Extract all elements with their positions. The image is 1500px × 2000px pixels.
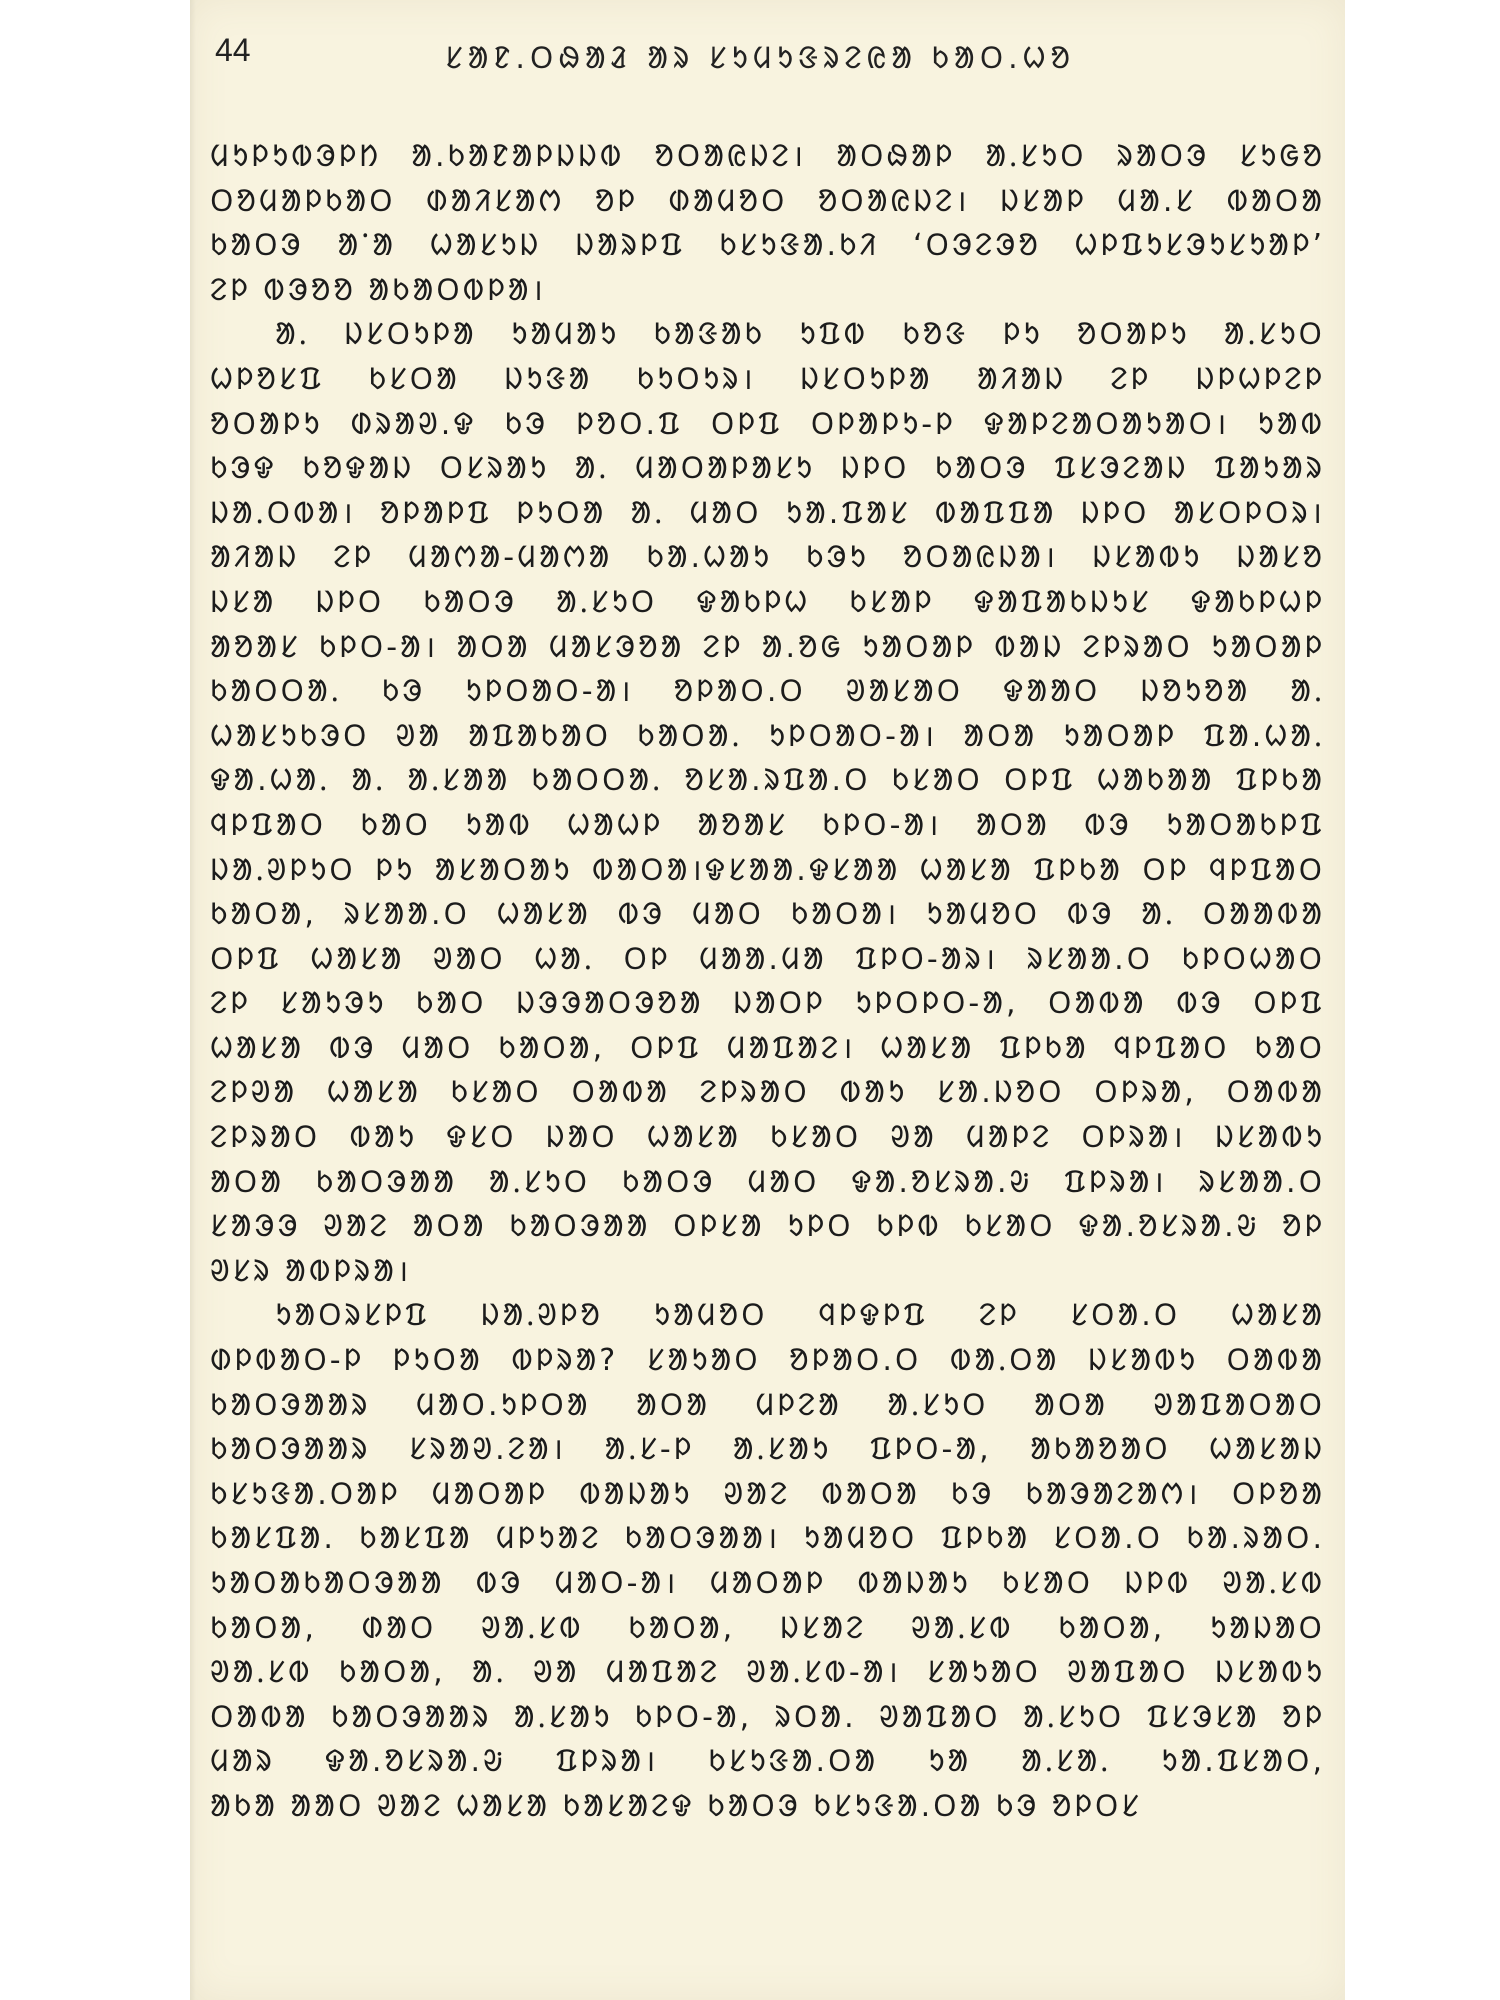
body-text — [210, 135, 1325, 1830]
text-line: ᱟᱤᱟᱡ ᱮᱞ ᱢᱟᱬᱟ-ᱢᱟᱬᱟ ᱠᱟ.ᱦᱟᱩ ᱠᱳᱩ ᱚᱛᱟᱭᱡᱟ। ᱡᱥᱟᱵᱩ ᱡᱟᱥᱚ — [210, 540, 1325, 576]
book-page — [190, 0, 1345, 2000]
text-line: ᱩᱟᱛᱨᱥᱞᱯ ᱡᱟᱹᱣᱞᱚ ᱩᱟᱢᱚᱛ ᱧᱞᱫᱞᱯ ᱮᱞ ᱥᱛᱟ.ᱛ ᱦᱟᱥᱟ — [275, 1298, 1325, 1334]
text-line: ᱚᱛᱟᱞᱩ ᱰᱨᱟᱣ.ᱫ ᱠᱳ ᱞᱚᱛ.ᱯ ᱛᱞᱯ ᱛᱞᱟᱞᱩ-ᱞ ᱫᱟᱞᱮᱟᱛᱟᱩᱟᱛ। ᱩᱟᱵ — [210, 406, 1325, 442]
text-line: ᱥᱟᱳᱳ ᱣᱟᱮ ᱟᱛᱟ ᱠᱟᱛᱳᱟᱟ ᱛᱞᱥᱟ ᱩᱞᱛ ᱠᱞᱵ ᱠᱥᱟᱛ ᱫᱟ.ᱚᱥᱨᱟ.ᱶ ᱚᱞ — [210, 1209, 1325, 1245]
text-line: ᱰᱞᱵᱟᱛ-ᱞ ᱞᱩᱛᱟ ᱵᱞᱨᱟ? ᱥᱟᱩᱟᱛ ᱚᱞᱟᱛ.ᱛ ᱵᱟᱹᱛᱟ ᱡᱥᱟᱵᱩ ᱛᱟᱵᱟ — [210, 1343, 1325, 1379]
text-line: ᱠᱳᱫ ᱠᱚᱫᱟᱡ ᱛᱥᱨᱟᱩ ᱟᱹ ᱢᱟᱛᱟᱞᱟᱥᱩ ᱡᱞᱛ ᱠᱟᱛᱳ ᱯᱥᱳᱮᱟᱡ ᱯᱟᱩᱟᱨ — [210, 451, 1325, 487]
text-line: ᱣᱥᱨ ᱟᱵᱞᱨᱟ। — [210, 1253, 412, 1289]
text-line: ᱟᱹ ᱡᱥᱛᱩᱞᱟ ᱩᱟᱢᱟᱩ ᱠᱟᱝᱟᱠ ᱩᱯᱵ ᱠᱚᱝ ᱞᱩ ᱚᱛᱟᱞᱩ ᱟᱹᱥᱩᱛ — [275, 317, 1325, 353]
text-line: ᱮᱞ ᱥᱟᱩᱳᱩ ᱠᱟᱛ ᱡᱳᱳᱟᱛᱳᱚᱟ ᱡᱟᱛᱞ ᱩᱞᱛᱞᱛ-ᱟ, ᱛᱟᱵᱟ ᱵᱳ ᱛᱞᱯ — [210, 986, 1325, 1022]
text-line: ᱠᱟᱛᱟ, ᱨᱥᱟᱟ.ᱛ ᱦᱟᱥᱟ ᱵᱳ ᱢᱟᱛ ᱠᱟᱛᱟ। ᱩᱟᱢᱚᱛ ᱵᱳ ᱟᱹ ᱛᱟᱟᱵᱟ — [210, 897, 1325, 933]
text-line: ᱠᱥᱩᱝᱟ.ᱛᱟᱞ ᱢᱟᱛᱟᱞ ᱵᱟᱡᱟᱩ ᱣᱟᱮ ᱵᱟᱛᱟ ᱠᱳ ᱠᱟᱳᱟᱮᱟᱬ। ᱛᱞᱚᱟ — [210, 1476, 1325, 1512]
text-line: ᱩᱟᱛᱟᱠᱟᱛᱳᱟᱟ ᱵᱳ ᱢᱟᱛ-ᱟ। ᱢᱟᱛᱟᱞ ᱵᱟᱡᱟᱩ ᱠᱥᱟᱛ ᱡᱞᱵ ᱣᱟᱹᱥᱵ — [210, 1566, 1325, 1601]
text-line: ᱧᱞᱯᱟᱛ ᱠᱟᱛ ᱩᱟᱵ ᱦᱟᱦᱞ ᱟᱚᱟᱥ ᱠᱞᱛ-ᱟ। ᱟᱛᱟ ᱵᱳ ᱩᱟᱛᱟᱠᱞᱯ — [210, 807, 1325, 843]
text-line: ᱦᱟᱥᱩᱠᱳᱛ ᱣᱟ ᱟᱯᱟᱠᱟᱛ ᱠᱟᱛᱟᱹ ᱩᱞᱛᱟᱛ-ᱟ। ᱟᱛᱟ ᱩᱟᱛᱟᱞ ᱯᱟ.ᱦᱟᱹ — [210, 718, 1325, 754]
page-number: 44 — [215, 32, 251, 68]
text-line: ᱦᱞᱚᱥᱯ ᱠᱥᱛᱟ ᱡᱩᱝᱟ ᱠᱩᱛᱩᱨ। ᱡᱥᱛᱩᱞᱟ ᱟᱤᱟᱡ ᱮᱞ ᱡᱞᱦᱞᱮᱞ — [210, 361, 1325, 397]
text-line: ᱣᱟᱹᱥᱵ ᱠᱟᱛᱟ, ᱟᱹ ᱣᱟ ᱢᱟᱯᱟᱮ ᱣᱟᱹᱥᱵ-ᱟ। ᱥᱟᱩᱟᱛ ᱣᱟᱯᱟᱛ ᱡᱥᱟᱵᱩ — [210, 1655, 1325, 1691]
text-line: ᱟᱚᱟᱥ ᱠᱞᱛ-ᱟ। ᱟᱛᱟ ᱢᱟᱥᱳᱚᱟ ᱮᱞ ᱟ.ᱚᱜ ᱩᱟᱛᱟᱞ ᱵᱟᱡ ᱮᱞᱨᱟᱛ ᱩᱟᱛᱟᱞ — [210, 629, 1325, 665]
text-line: ᱢᱩᱞᱩᱵᱳᱞᱴ ᱟ.ᱠᱟᱱᱟᱞᱡᱡᱵ ᱚᱛᱟᱭᱡᱮ। ᱟᱛᱷᱟᱞ ᱟᱹᱥᱩᱛ ᱨᱟᱛᱳ ᱥᱩᱜᱚ — [210, 139, 1325, 174]
text-line: ᱛᱚᱢᱟᱞᱠᱟᱛ ᱰᱟᱤᱥᱟᱬ ᱚᱞ ᱰᱟᱢᱚᱛ ᱚᱛᱟᱭᱡᱮ। ᱡᱥᱟᱞ ᱢᱟ.ᱥ ᱵᱟᱛᱟ — [210, 183, 1325, 219]
paragraph — [210, 135, 1325, 313]
text-line: ᱠᱟᱛᱳᱟᱟᱨ ᱢᱟᱛ.ᱩᱞᱛᱟ ᱟᱛᱟ ᱢᱞᱮᱟ ᱟᱹᱥᱩᱛ ᱟᱛᱟ ᱣᱟᱯᱟᱛᱟᱛ — [210, 1387, 1325, 1423]
text-line: ᱮᱞᱣᱟ ᱦᱟᱥᱟ ᱠᱥᱟᱛ ᱛᱟᱵᱟ ᱮᱞᱨᱟᱛ ᱵᱟᱩ ᱥᱟ.ᱡᱚᱛ ᱛᱞᱨᱟ, ᱛᱟᱵᱟ — [210, 1075, 1325, 1111]
text-line: ᱠᱟᱛᱛᱟᱹ ᱠᱳ ᱩᱞᱛᱟᱛ-ᱟ। ᱚᱞᱟᱛ.ᱛ ᱣᱟᱥᱟᱛ ᱫᱟᱟᱛ ᱡᱚᱩᱚᱟ ᱟᱹ — [210, 674, 1325, 710]
text-line: ᱦᱟᱥᱟ ᱵᱳ ᱢᱟᱛ ᱠᱟᱛᱟ, ᱛᱞᱯ ᱢᱟᱯᱟᱮ। ᱦᱟᱥᱟ ᱯᱞᱠᱟ ᱧᱞᱯᱟᱛ ᱠᱟᱛ — [210, 1030, 1325, 1066]
text-line: ᱛᱟᱵᱟ ᱠᱟᱛᱳᱟᱟᱨ ᱟᱹᱥᱟᱩ ᱠᱞᱛ-ᱟ, ᱨᱛᱟ. ᱣᱟᱯᱟᱛ ᱟᱹᱥᱩᱛ ᱯᱥᱳᱥᱟ ᱚᱞ — [210, 1699, 1325, 1735]
text-line: ᱮᱞᱨᱟᱛ ᱵᱟᱩ ᱫᱥᱛ ᱡᱟᱛ ᱦᱟᱥᱟ ᱠᱥᱟᱛ ᱣᱟ ᱢᱟᱞᱮ ᱛᱞᱨᱟ। ᱡᱥᱟᱵᱩ — [210, 1120, 1325, 1156]
text-line: ᱟᱛᱟ ᱠᱟᱛᱳᱟᱟ ᱟᱹᱥᱩᱛ ᱠᱟᱛᱳ ᱢᱟᱛ ᱫᱟ.ᱚᱥᱨᱟ.ᱶ ᱯᱞᱨᱟ। ᱨᱥᱟᱟ.ᱛ — [210, 1164, 1325, 1200]
text-line: ᱠᱟᱛᱳ ᱟᱸᱟ ᱦᱟᱥᱩᱡ ᱡᱟᱨᱞᱯ ᱠᱥᱩᱝᱟ.ᱠᱤ ‘ᱛᱳᱮᱳᱚ ᱦᱞᱯᱩᱥᱳᱩᱥᱩᱟᱞ’ — [210, 228, 1325, 264]
text-line: ᱮᱞ ᱵᱳᱚᱚ ᱟᱠᱟᱛᱵᱞᱟ। — [210, 272, 546, 308]
text-line: ᱡᱥᱟ ᱡᱞᱛ ᱠᱟᱛᱳ ᱟᱹᱥᱩᱛ ᱫᱟᱠᱞᱦ ᱠᱥᱟᱞ ᱫᱟᱯᱟᱠᱡᱩᱥ ᱫᱟᱠᱞᱦᱞ — [210, 584, 1325, 620]
running-head — [215, 32, 1305, 82]
text-line: ᱡᱟᱹᱛᱵᱟ। ᱚᱞᱟᱞᱯ ᱞᱩᱛᱟ ᱟᱹ ᱢᱟᱛ ᱩᱟ.ᱯᱟᱥ ᱵᱟᱯᱯᱟ ᱡᱞᱛ ᱟᱥᱛᱞᱛᱨ। — [210, 495, 1325, 531]
text-line: ᱠᱟᱥᱯᱟ. ᱠᱟᱥᱯᱟ ᱢᱞᱩᱟᱮ ᱠᱟᱛᱳᱟᱟ। ᱩᱟᱢᱚᱛ ᱯᱞᱠᱟ ᱥᱛᱟ.ᱛ ᱠᱟ.ᱨᱟᱛ. — [210, 1521, 1325, 1557]
text-line: ᱢᱟᱨ ᱫᱟ.ᱚᱥᱨᱟ.ᱶ ᱯᱞᱨᱟ। ᱠᱥᱩᱝᱟ.ᱛᱟ ᱩᱟ ᱟᱹᱥᱟᱹ ᱩᱟ.ᱯᱥᱟᱛ, — [210, 1744, 1325, 1780]
text-line: ᱟᱠᱟ ᱟᱟᱛ ᱣᱟᱮ ᱦᱟᱥᱟ ᱠᱟᱥᱟᱮᱫ ᱠᱟᱛᱳ ᱠᱥᱩᱝᱟ.ᱛᱟ ᱠᱳ ᱚᱞᱛᱥ — [210, 1788, 1142, 1824]
text-line: ᱡᱟᱹᱣᱞᱩᱛ ᱞᱩ ᱟᱥᱟᱛᱟᱩ ᱵᱟᱛᱟ।ᱫᱥᱟᱟ.ᱫᱥᱟᱟ ᱦᱟᱥᱟ ᱯᱞᱠᱟ ᱛᱞ ᱧᱞᱯᱟᱛ — [210, 852, 1325, 888]
text-line: ᱛᱞᱯ ᱦᱟᱥᱟ ᱣᱟᱛ ᱦᱟᱹ ᱛᱞ ᱢᱟᱟ.ᱢᱟ ᱯᱞᱛ-ᱟᱨ। ᱨᱥᱟᱟ.ᱛ ᱠᱞᱛᱦᱟᱛ — [210, 941, 1325, 977]
text-line: ᱫᱟ.ᱦᱟᱹ ᱟᱹ ᱟᱹᱥᱟᱟ ᱠᱟᱛᱛᱟᱹ ᱚᱥᱟ.ᱨᱯᱟ.ᱛ ᱠᱥᱟᱛ ᱛᱞᱯ ᱦᱟᱠᱟᱟ ᱯᱞᱠᱟ — [210, 763, 1325, 799]
chapter-title: ᱥᱟᱱ.ᱛᱷᱟᱲ ᱟᱨ ᱥᱩᱢᱩᱝᱨᱮᱭᱟ ᱠᱟᱛ.ᱦᱚ — [444, 41, 1075, 76]
paragraph — [210, 313, 1325, 1294]
paragraph — [210, 1294, 1325, 1829]
text-line: ᱠᱟᱛᱟ, ᱰᱟᱛ ᱣᱟᱹᱥᱵ ᱠᱟᱛᱟ, ᱡᱥᱟᱮ ᱣᱟᱹᱥᱵ ᱠᱟᱛᱟ, ᱩᱟᱡᱟᱛ — [210, 1610, 1325, 1646]
text-line: ᱠᱟᱛᱳᱟᱟᱨ ᱥᱨᱟᱣ.ᱮᱟ। ᱟᱹᱥ-ᱞ ᱟᱹᱥᱟᱩ ᱯᱞᱛ-ᱟ, ᱟᱠᱟᱚᱟᱛ ᱦᱟᱥᱟᱡ — [210, 1432, 1325, 1468]
